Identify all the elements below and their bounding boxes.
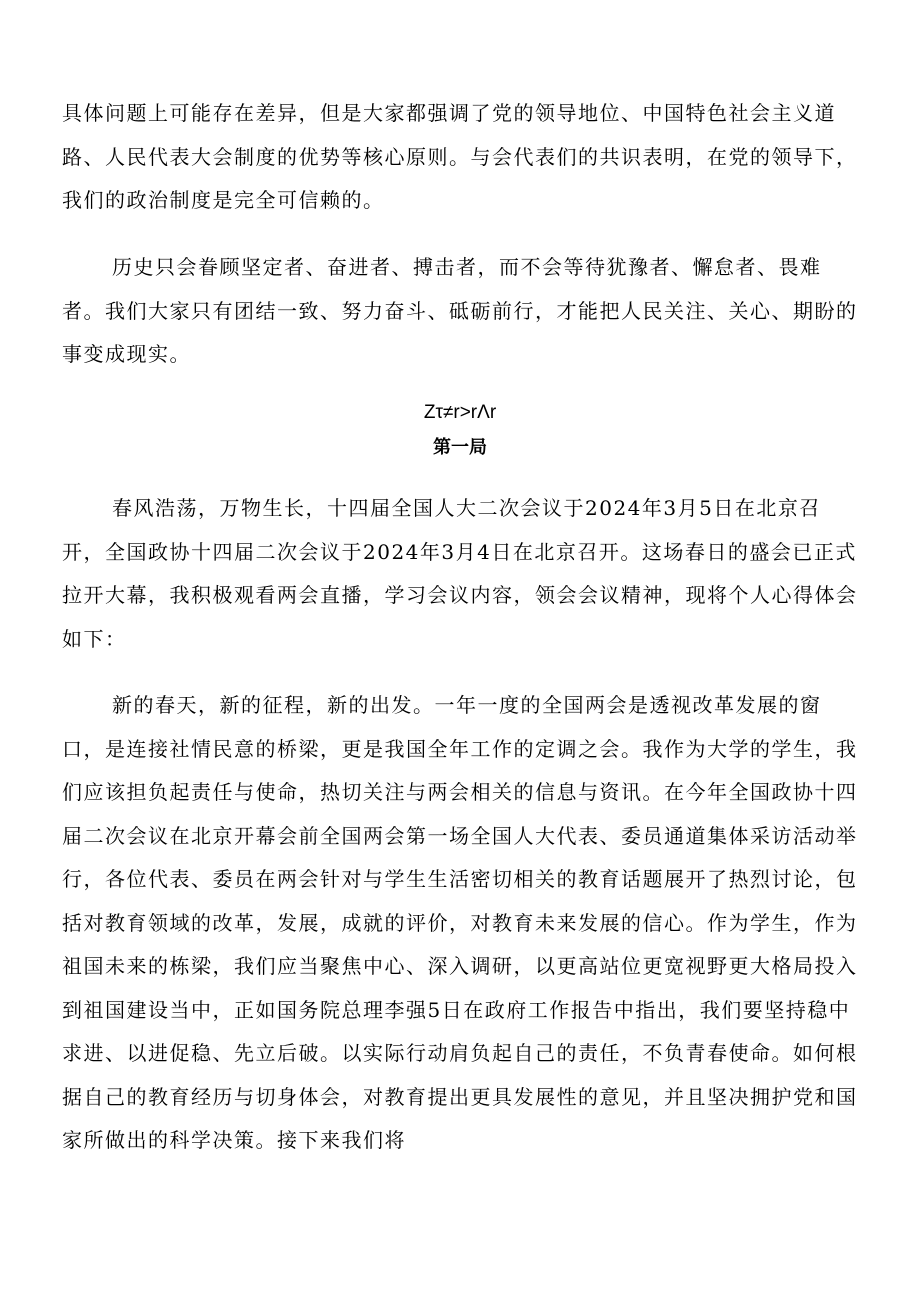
section-title: 第一局: [433, 437, 487, 457]
paragraph-2: 历史只会眷顾坚定者、奋进者、搏击者，而不会等待犹豫者、懈怠者、畏难者。我们大家只有团结一致、努力奋斗、砥砺前行，才能把人民关注、关心、期盼的事变成现实。: [62, 255, 858, 366]
section-code: Zτ≠r>rΛr: [423, 402, 497, 423]
section-code-heading: [0, 400, 920, 426]
paragraph-4: 新的春天，新的征程，新的出发。一年一度的全国两会是透视改革发展的窗口，是连接社情民意的桥梁，更是我国全年工作的定调之会。我作为大学的学生，我们应该担负起责任与使命，热切关注与两会相关的信息与资讯。在今年全国政协十四届二次会议在北京开幕会前全国两会第一场全国人大代表、委员通道集体采访活动举行，各位代表、委员在两会针对与学生生活密切相关的教育话题展开了热烈讨论，包括对教育领域的改革，发展，成就的评价，对教育未来发展的信心。作为学生，作为祖国未来的栋梁，我们应当聚焦中心、深入调研，以更高站位更宽视野更大格局投入到祖国建设当中，正如国务院总理李强5日在政府工作报告中指出，我们要坚持稳中求进、以进促稳、先立后破。以实际行动肩负起自己的责任，不负青春使命。如何根据自己的教育经历与切身体会，对教育提出更具发展性的意见，并且坚决拥护党和国家所做出的科学决策。接下来我们将: [62, 693, 858, 1152]
paragraph-3: 春风浩荡，万物生长，十四届全国人大二次会议于2024年3月5日在北京召开，全国政协十四届二次会议于2024年3月4日在北京召开。这场春日的盛会已正式拉开大幕，我积极观看两会直播，学习会议内容，领会会议精神，现将个人心得体会如下：: [62, 496, 858, 651]
paragraph-1: 具体问题上可能存在差异，但是大家都强调了党的领导地位、中国特色社会主义道路、人民代表大会制度的优势等核心原则。与会代表们的共识表明，在党的领导下，我们的政治制度是完全可信赖的。: [62, 101, 858, 212]
